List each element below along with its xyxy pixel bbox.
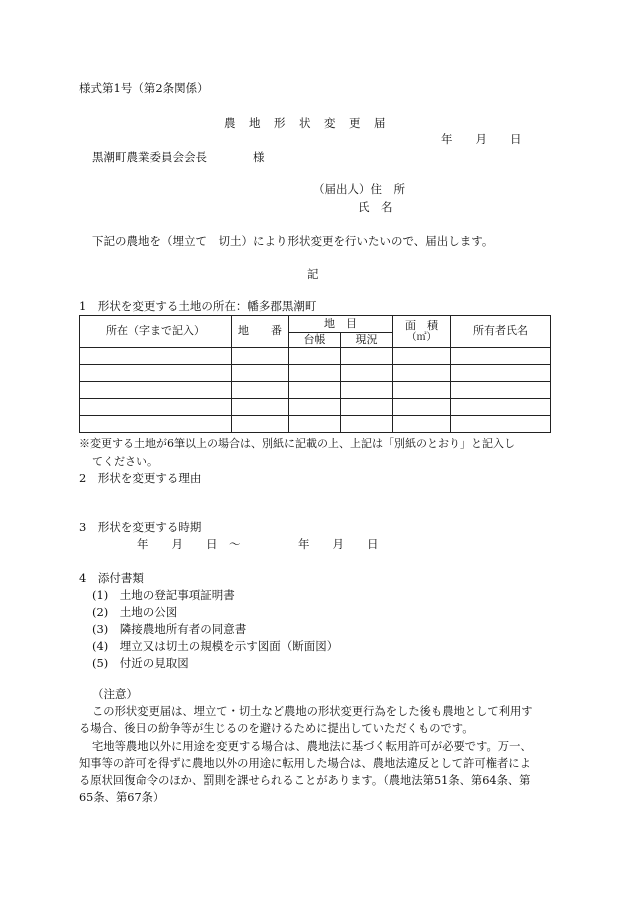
section4-heading: 4 添付書類 — [79, 571, 144, 585]
attachment-item: (4) 埋立又は切土の規模を示す図面（断面図） — [92, 639, 339, 653]
cell-area[interactable] — [393, 382, 451, 399]
cell-area[interactable] — [393, 365, 451, 382]
col-category-current: 現況 — [341, 333, 393, 348]
cell-owner[interactable] — [451, 365, 551, 382]
notes-line: る場合、後日の紛争等が生じるのを避けるために提出していただくものです。 — [79, 722, 474, 735]
cell-category-current[interactable] — [341, 399, 393, 416]
col-area-unit: （㎡） — [406, 332, 437, 344]
table-row — [80, 348, 551, 365]
cell-category-register[interactable] — [289, 399, 341, 416]
table-row — [80, 416, 551, 433]
cell-category-register[interactable] — [289, 348, 341, 365]
notes-line: る原状回復命令のほか、罰則を課せられることがあります。（農地法第51条、第64条、第 — [79, 774, 531, 787]
cell-lot[interactable] — [232, 348, 289, 365]
attachment-item: (2) 土地の公図 — [92, 605, 178, 619]
cell-owner[interactable] — [451, 348, 551, 365]
notes-line: 65条、第67条） — [79, 791, 165, 804]
cell-lot[interactable] — [232, 382, 289, 399]
section2-heading: 2 形状を変更する理由 — [79, 471, 202, 485]
attachment-item: (1) 土地の登記事項証明書 — [92, 588, 235, 602]
cell-lot[interactable] — [232, 399, 289, 416]
cell-owner[interactable] — [451, 416, 551, 433]
applicant-name-label: 氏 名 — [358, 200, 393, 214]
cell-lot[interactable] — [232, 365, 289, 382]
table-note-line2: てください。 — [92, 455, 158, 468]
cell-area[interactable] — [393, 399, 451, 416]
cell-location[interactable] — [80, 365, 232, 382]
col-category: 地 目 — [289, 316, 393, 333]
section3-heading: 3 形状を変更する時期 — [79, 520, 202, 534]
col-lot: 地 番 — [232, 316, 289, 348]
table-note-line1: ※変更する土地が6筆以上の場合は、別紙に記載の上、上記は「別紙のとおり」と記入し — [79, 437, 515, 450]
date-line: 年 月 日 — [441, 132, 522, 146]
table-header-row — [80, 316, 551, 333]
table-row — [80, 382, 551, 399]
section1-heading: 1 形状を変更する土地の所在：幡多郡黒潮町 — [79, 299, 317, 313]
cell-location[interactable] — [80, 348, 232, 365]
cell-owner[interactable] — [451, 382, 551, 399]
table-row — [80, 399, 551, 416]
attachment-item: (5) 付近の見取図 — [92, 656, 189, 670]
notes-line: この形状変更届は、埋立て・切土など農地の形状変更行為をした後も農地として利用す — [92, 705, 533, 718]
cell-location[interactable] — [80, 382, 232, 399]
cell-category-register[interactable] — [289, 382, 341, 399]
ki-label: 記 — [307, 267, 319, 281]
table-row — [80, 365, 551, 382]
cell-category-register[interactable] — [289, 365, 341, 382]
notes-heading: （注意） — [92, 687, 138, 701]
cell-owner[interactable] — [451, 399, 551, 416]
cell-category-current[interactable] — [341, 416, 393, 433]
cell-location[interactable] — [80, 416, 232, 433]
col-area-label: 面 積 — [405, 318, 438, 332]
form-number: 様式第1号（第2条関係） — [79, 81, 209, 95]
land-table — [79, 315, 551, 433]
cell-location[interactable] — [80, 399, 232, 416]
intro-text: 下記の農地を（埋立て 切土）により形状変更を行いたいので、届出します。 — [92, 234, 494, 248]
addressee: 黒潮町農業委員会会長 様 — [92, 150, 265, 164]
section3-period: 年 月 日 ～ 年 月 日 — [137, 537, 379, 551]
cell-category-current[interactable] — [341, 365, 393, 382]
col-area — [393, 316, 451, 348]
cell-lot[interactable] — [232, 416, 289, 433]
col-location: 所在（字まで記入） — [80, 316, 232, 348]
cell-category-current[interactable] — [341, 382, 393, 399]
cell-area[interactable] — [393, 348, 451, 365]
notes-line: 知事等の許可を得ずに農地以外の用途に転用した場合は、農地法違反として許可権者によ — [79, 757, 531, 770]
col-category-register: 台帳 — [289, 333, 341, 348]
applicant-address-label: （届出人）住 所 — [313, 182, 405, 196]
cell-category-register[interactable] — [289, 416, 341, 433]
cell-area[interactable] — [393, 416, 451, 433]
document-title: 農 地 形 状 変 更 届 — [224, 116, 387, 130]
col-owner: 所有者氏名 — [451, 316, 551, 348]
cell-category-current[interactable] — [341, 348, 393, 365]
attachment-item: (3) 隣接農地所有者の同意書 — [92, 622, 247, 636]
notes-line: 宅地等農地以外に用途を変更する場合は、農地法に基づく転用許可が必要です。万一、 — [92, 740, 532, 753]
